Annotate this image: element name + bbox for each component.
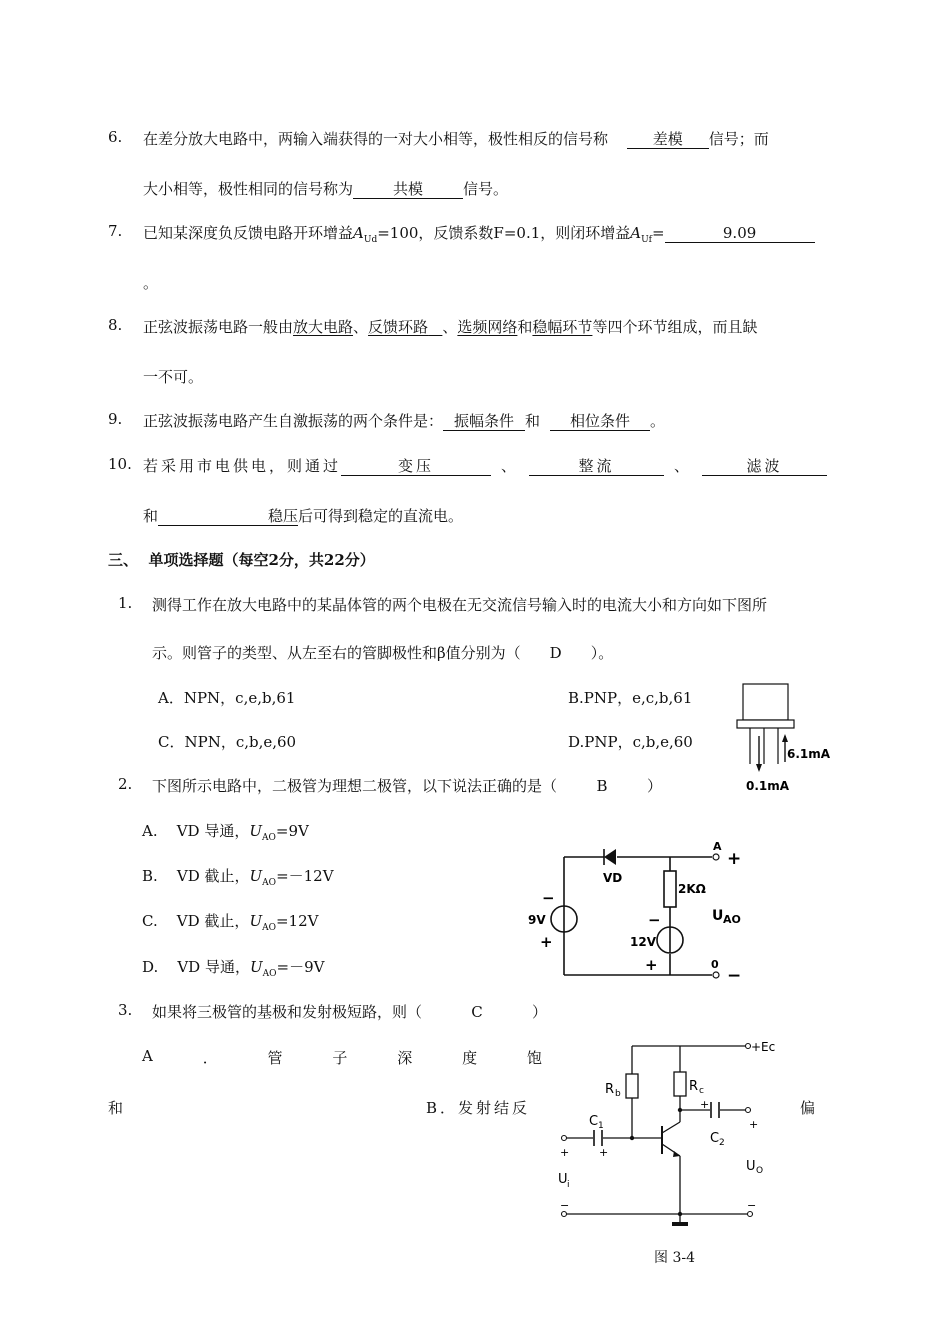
svg-text:AO: AO [723,913,741,926]
terminal-in-gnd [562,1212,567,1217]
transistor-flange [737,720,794,728]
svg-text:i: i [567,1180,570,1190]
svg-text:−: − [727,966,742,986]
terminal-out-gnd [748,1212,753,1217]
resistor-2k [664,871,676,907]
mc1-option-c: C．NPN，c,b,e,60 [158,733,297,751]
svg-text:+: + [749,1118,759,1131]
emitter-arrow [673,1151,680,1157]
label-ec: +Ec [751,1040,776,1054]
svg-text:−: − [542,889,555,907]
q7-number: 7. [108,222,123,240]
transistor-body [743,684,788,720]
mc1-line1: 测得工作在放大电路中的某晶体管的两个电极在无交流信号输入时的电流大小和方向如下图所 [152,596,768,614]
svg-text:2: 2 [719,1138,725,1148]
q7-tail: 。 [143,274,159,292]
svg-text:O: O [756,1166,764,1176]
mc1-option-b: B.PNP，e,c,b,61 [568,689,693,707]
q9-answer2: 相位条件 [550,412,650,431]
mc2-option-a: A. VD 导通，$U_{AO}=9V$ [142,822,309,843]
label-9v: 9V [528,913,546,927]
terminal-o [713,972,719,978]
q9-line: 正弦波振荡电路产生自激振荡的两个条件是： 振幅条件 和 相位条件 。 [143,412,666,430]
mc1-option-a: A．NPN，c,e,b,61 [158,689,296,707]
mc3-answer: C [471,1003,483,1021]
terminal-out [746,1108,751,1113]
mc2-option-d: D. VD 导通，$U_{AO}=-9V$ [142,958,325,979]
svg-text:−: − [747,1199,757,1212]
q9-number: 9. [108,410,123,428]
mc3-option-a: A ． 管 子 深 度 饱 [142,1047,542,1067]
label-a: A [713,840,722,853]
label-uo: U [746,1159,756,1174]
transistor-figure [728,678,843,798]
q6-answer1: 差模 [627,130,709,149]
mc2-question: 下图所示电路中，二极管为理想二极管，以下说法正确的是（ B ） [152,777,663,795]
q10-answer3: 滤波 [702,457,827,476]
mc1-number: 1. [118,594,133,612]
q6-answer2: 共模 [353,180,463,199]
mc2-number: 2. [118,775,133,793]
diode-circuit-figure [520,836,780,986]
resistor-rc [674,1072,686,1096]
q9-answer1: 振幅条件 [443,412,525,431]
current-label-2: 0.1mA [746,779,790,793]
mc2-answer: B [596,777,608,795]
label-2k: 2KΩ [678,882,706,896]
label-o: 0 [711,958,719,971]
amplifier-circuit-figure [555,1032,785,1232]
q8-number: 8. [108,316,123,334]
q8-line1: 正弦波振荡电路一般由放大电路、反馈环路 、选频网络和稳幅环节等四个环节组成，而且缺 [143,318,758,336]
mc3-option-b-cont: 偏 [800,1099,816,1117]
label-ui: U [558,1172,568,1187]
mc3-option-a-cont: 和 [108,1099,124,1117]
svg-text:c: c [699,1086,704,1096]
mc2-option-b: B. VD 截止，$U_{AO}=-12V$ [142,867,334,888]
mc2-option-c: C. VD 截止，$U_{AO}=12V$ [142,912,319,933]
terminal-ec [746,1044,751,1049]
mc1-option-d: D.PNP，c,b,e,60 [568,733,693,751]
arrow-up-head [782,734,788,742]
current-label-1: 6.1mA [787,747,831,761]
label-uao: U [712,908,724,924]
q10-line2: 和 稳压后可得到稳定的直流电。 [143,507,464,525]
q10-number: 10. [108,455,132,473]
mc3-question: 如果将三极管的基极和发射极短路，则（ C ） [152,1003,548,1021]
q6-number: 6. [108,128,123,146]
arrow-down-head [756,764,762,772]
mc3-option-b: B．发射结反 [426,1099,531,1117]
svg-text:b: b [615,1089,621,1099]
mc3-number: 3. [118,1001,133,1019]
label-vd: VD [603,871,623,885]
q10-answer1: 变压 [341,457,491,476]
diode-vd [604,849,616,865]
svg-text:+: + [700,1098,710,1111]
label-rb: R [605,1082,615,1097]
label-12v: 12V [630,935,656,949]
section-heading: 三、 单项选择题（每空2分，共22分） [108,551,375,569]
svg-text:+: + [727,849,742,869]
svg-text:+: + [645,956,658,974]
svg-text:1: 1 [598,1121,604,1131]
svg-text:−: − [560,1199,570,1212]
q6-line1: 在差分放大电路中，两输入端获得的一对大小相等，极性相反的信号称 差模 信号；而 [143,130,769,148]
figure-caption: 图 3-4 [654,1250,695,1266]
q10-line1: 若采用市电供电，则通过 变压 、 整流 、 滤波 [143,455,827,476]
q6-line2: 大小相等，极性相同的信号称为 共模 信号。 [143,180,509,198]
svg-text:+: + [540,933,553,951]
q10-answer2: 整流 [529,457,664,476]
svg-text:−: − [648,911,661,929]
label-rc: R [689,1079,699,1094]
q10-answer4: 稳压 [158,507,298,526]
mc1-line2: 示。则管子的类型、从左至右的管脚极性和β值分别为（ D ）。 [152,644,614,662]
label-c1: C [589,1114,599,1129]
q7-line: 已知某深度负反馈电路开环增益$A_{Ud}=100$，反馈系数F=0.1，则闭环增益$A_{Uf}= 9.09$ [143,222,815,245]
q8-line2: 一不可。 [143,368,204,386]
q7-answer: 9.09 [665,224,815,243]
label-c2: C [710,1131,720,1146]
svg-text:+: + [599,1146,609,1159]
mc1-answer: D [549,644,562,662]
resistor-rb [626,1074,638,1098]
svg-text:+: + [560,1146,570,1159]
terminal-a [713,854,719,860]
terminal-in [562,1136,567,1141]
